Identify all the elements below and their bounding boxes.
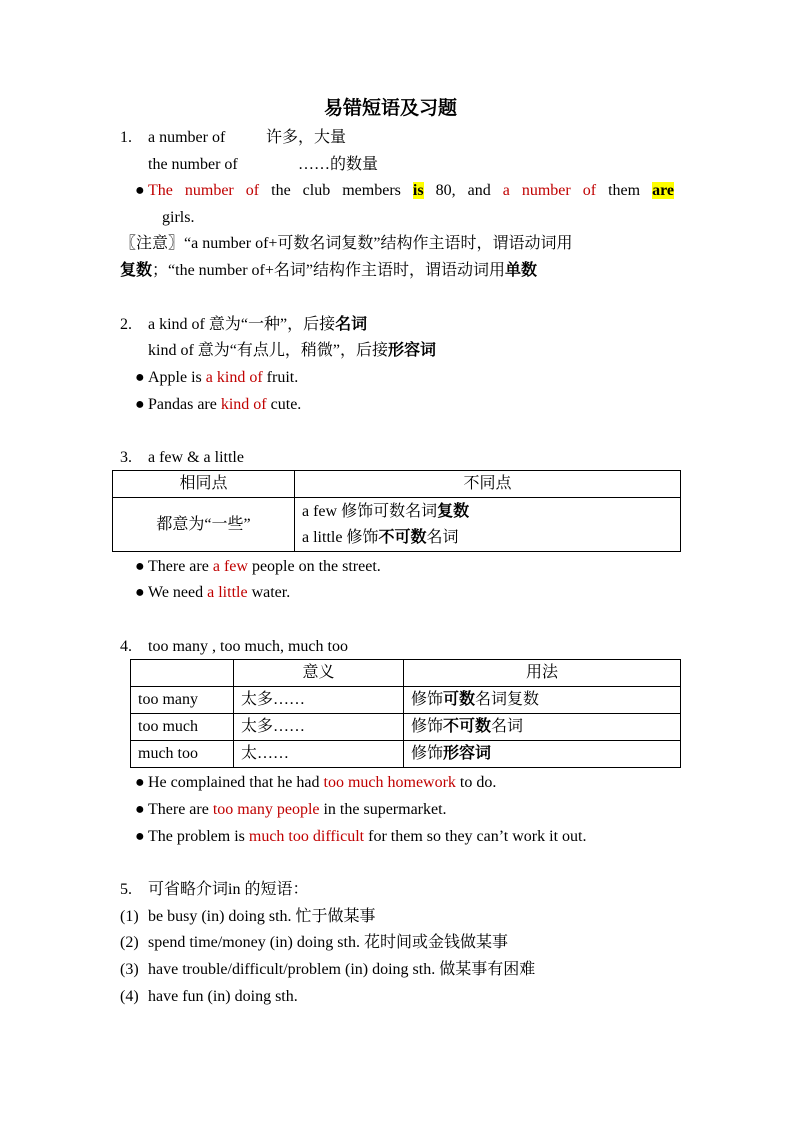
example-text: He complained that he had: [148, 774, 324, 791]
example-sentence: [148, 368, 298, 388]
example-text: There are: [148, 801, 213, 818]
example-sentence: [148, 773, 496, 793]
cell-text: 名词复数: [475, 691, 540, 708]
table-cell: 太多……: [234, 714, 404, 741]
table-cell: [295, 498, 681, 552]
highlight-phrase: too many people: [212, 801, 320, 818]
example-text: Pandas are: [148, 396, 221, 413]
list-item-number: (1): [120, 908, 139, 925]
list-item: have fun (in) doing sth.: [148, 988, 298, 1005]
section-4-heading: too many , too much, much too: [148, 638, 348, 655]
section-5-heading: 可省略介词in 的短语：: [148, 881, 309, 898]
note-text: ；“the number of+名词”结构作主语时，谓语动词用: [152, 262, 505, 279]
highlight-phrase: a little: [207, 584, 248, 601]
kind-of-text: a kind of 意为“一种”，后接: [148, 316, 336, 333]
example-text: the club members: [259, 182, 413, 199]
cell-emphasis: 可数: [443, 691, 476, 708]
example-text: for them so they can’t work it out.: [364, 828, 587, 845]
phrase-the-number-of: the number of: [148, 156, 238, 173]
note-emphasis: 单数: [505, 262, 538, 279]
cell-emphasis: 不可数: [378, 528, 427, 546]
too-many-too-much-table: [130, 659, 681, 768]
highlight-phrase: a number of: [502, 182, 597, 199]
section-3-heading: a few & a little: [148, 449, 244, 466]
example-text: We need: [148, 584, 208, 601]
table-row: [131, 714, 681, 741]
cell-text: a little 修饰: [302, 528, 379, 546]
section-4-number: 4.: [120, 638, 132, 655]
example-bullet: ●: [135, 774, 145, 791]
highlight-phrase: much too difficult: [248, 828, 365, 845]
table-cell: 都意为“一些”: [113, 498, 295, 552]
example-sentence: [148, 395, 301, 415]
example-bullet: ●: [135, 584, 145, 601]
example-bullet: ●: [135, 396, 145, 413]
note-line-1: 〖注意〗“a number of+可数名词复数”结构作主语时，谓语动词用: [120, 235, 573, 252]
difference-a-few: [302, 499, 673, 525]
cell-text: 修饰: [411, 745, 444, 762]
table-header-empty: [131, 660, 234, 687]
cell-emphasis: 形容词: [443, 745, 492, 762]
a-few-a-little-table: [112, 470, 681, 552]
example-text: water.: [247, 584, 291, 601]
list-item: be busy (in) doing sth. 忙于做某事: [148, 908, 376, 925]
kind-of-emphasis: 形容词: [387, 342, 436, 359]
example-bullet: ●: [135, 369, 145, 386]
section-1-number: 1.: [120, 129, 132, 146]
example-sentence-1: [148, 181, 674, 201]
phrase-a-number-of: a number of: [148, 129, 226, 146]
table-row: [131, 741, 681, 768]
meaning-the-number-of: ……的数量: [298, 156, 379, 173]
highlight-verb: is: [412, 182, 424, 199]
cell-text: a few 修饰可数名词: [302, 502, 438, 520]
example-sentence: [148, 800, 447, 820]
list-item-number: (4): [120, 988, 139, 1005]
kind-of-line-2: [148, 341, 436, 361]
list-item: have trouble/difficult/problem (in) doing sth. 做某事有困难: [148, 961, 536, 978]
example-sentence: [148, 827, 586, 847]
difference-a-little: [302, 525, 673, 551]
example-text: people on the street.: [247, 558, 381, 575]
example-sentence: [148, 557, 381, 577]
table-cell: too much: [131, 714, 234, 741]
cell-text: 修饰: [411, 718, 444, 735]
example-bullet: ●: [135, 828, 145, 845]
note-emphasis: 复数: [120, 262, 153, 279]
example-text: 80, and: [423, 182, 503, 199]
highlight-phrase: a few: [212, 558, 248, 575]
cell-emphasis: 复数: [437, 502, 470, 520]
table-cell: [404, 741, 681, 768]
table-cell: [404, 714, 681, 741]
highlight-phrase: too much homework: [323, 774, 456, 791]
highlight-phrase: The number of: [148, 182, 260, 199]
kind-of-line-1: [148, 315, 367, 335]
example-sentence: [148, 583, 290, 603]
cell-text: 名词: [491, 718, 524, 735]
section-2-number: 2.: [120, 316, 132, 333]
meaning-a-number-of: 许多，大量: [266, 129, 347, 146]
example-text: fruit.: [262, 369, 299, 386]
cell-emphasis: 不可数: [443, 718, 492, 735]
table-header: 相同点: [113, 471, 295, 498]
highlight-verb: are: [652, 182, 675, 199]
table-cell: 太多……: [234, 687, 404, 714]
example-text: cute.: [266, 396, 302, 413]
example-text: to do.: [455, 774, 497, 791]
kind-of-emphasis: 名词: [335, 316, 368, 333]
example-text: There are: [148, 558, 213, 575]
table-header: 不同点: [295, 471, 681, 498]
cell-text: 修饰: [411, 691, 444, 708]
table-cell: too many: [131, 687, 234, 714]
table-header: 用法: [404, 660, 681, 687]
example-bullet: ●: [135, 182, 145, 199]
cell-text: 名词: [426, 528, 459, 546]
highlight-phrase: a kind of: [205, 369, 263, 386]
section-3-number: 3.: [120, 449, 132, 466]
page-title: 易错短语及习题: [324, 98, 458, 119]
kind-of-text: kind of 意为“有点儿，稍微”，后接: [148, 342, 388, 359]
example-text: them: [596, 182, 653, 199]
table-row: [131, 687, 681, 714]
example-bullet: ●: [135, 801, 145, 818]
table-cell: [404, 687, 681, 714]
table-header: 意义: [234, 660, 404, 687]
list-item-number: (2): [120, 934, 139, 951]
note-line-2: [120, 261, 537, 281]
table-cell: 太……: [234, 741, 404, 768]
highlight-phrase: kind of: [220, 396, 267, 413]
example-text: The problem is: [148, 828, 249, 845]
list-item-number: (3): [120, 961, 139, 978]
example-bullet: ●: [135, 558, 145, 575]
example-text: Apple is: [148, 369, 206, 386]
section-5-number: 5.: [120, 881, 132, 898]
example-text: in the supermarket.: [319, 801, 447, 818]
example-sentence-1-continued: girls.: [162, 209, 195, 226]
table-cell: much too: [131, 741, 234, 768]
list-item: spend time/money (in) doing sth. 花时间或金钱做某事: [148, 934, 508, 951]
